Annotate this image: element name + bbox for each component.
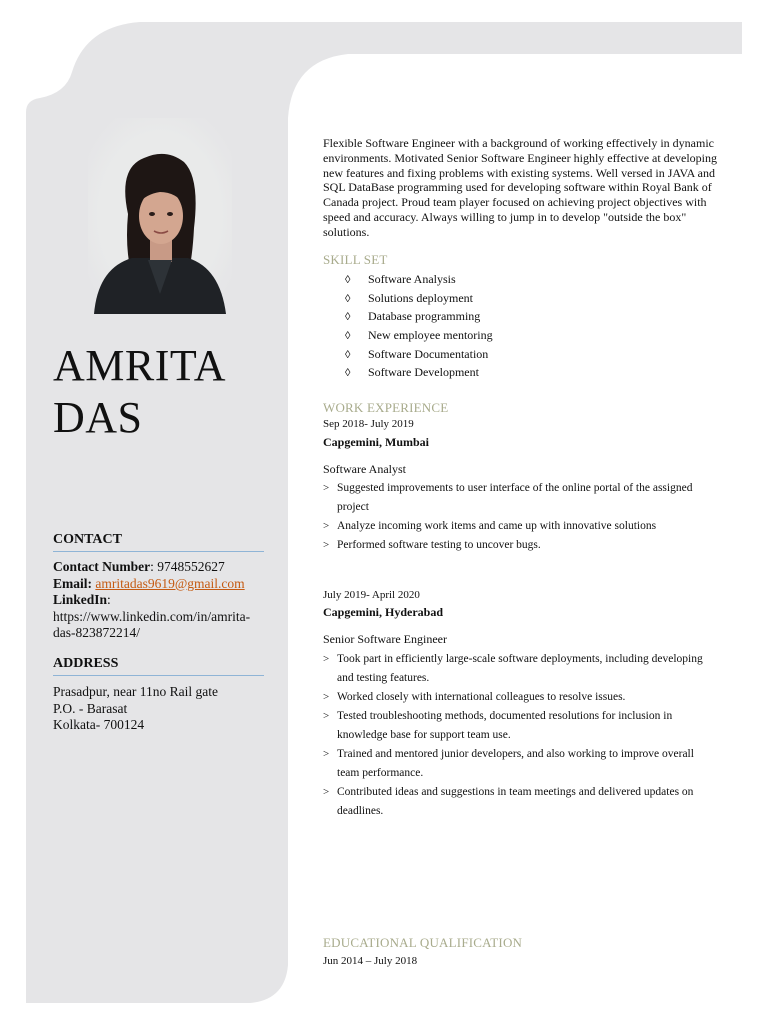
email-line [53,576,268,593]
education-heading: EDUCATIONAL QUALIFICATION [323,935,523,950]
job-2-company: Capgemini, Hyderabad [323,605,444,619]
contact-number-value: : 9748552627 [150,559,225,574]
professional-summary: Flexible Software Engineer with a background of working effectively in dynamic environments. Motivated Senior Software Engineer highly effective at developing new features and fixing problems with existing systems. Well versed in JAVA and SQL DataBase programming used for developing software within Royal Bank of Canada project. Proud team player focused on achieving project objectives with speed and accuracy. Always willing to jump in to develop "outside the box" solutions. [323,136,718,239]
linkedin-url-line-1[interactable]: https://www.linkedin.com/in/amrita- [53,608,251,624]
linkedin-line [53,592,268,609]
skill-label: Solutions deployment [368,290,473,305]
linkedin-colon: : [107,592,111,607]
address-details [53,684,268,734]
chevron-right-icon: > [323,786,330,798]
education-dates: Jun 2014 – July 2018 [323,955,418,967]
job-bullet-item [323,745,718,783]
job-bullet-item [323,707,718,745]
contact-details [53,559,268,642]
job-1-bullets [323,479,718,555]
skill-label: Software Documentation [368,346,489,361]
diamond-bullet-icon: ◊ [345,274,351,286]
job-1-title: Software Analyst [323,462,406,476]
job-bullet-text: Trained and mentored junior developers, and also working to improve overall team performance. [337,748,694,779]
job-bullet-item [323,688,718,707]
contact-heading: CONTACT [53,532,264,552]
skills-heading: SKILL SET [323,252,388,267]
diamond-bullet-icon: ◊ [345,330,351,343]
job-bullet-item [323,517,718,536]
job-bullet-text: Worked closely with international colleagues to resolve issues. [337,691,626,703]
work-experience-heading: WORK EXPERIENCE [323,400,449,415]
chevron-right-icon: > [323,520,330,532]
contact-number-line [53,559,268,576]
address-heading: ADDRESS [53,656,264,676]
address-line-2: P.O. - Barasat [53,700,128,716]
job-bullet-text: Suggested improvements to user interface of the online portal of the assigned project [337,482,693,513]
job-bullet-text: Tested troubleshooting methods, documented resolutions for inclusion in knowledge base for support team use. [337,710,673,741]
diamond-bullet-icon: ◊ [345,367,351,380]
skill-label: New employee mentoring [368,328,493,343]
chevron-right-icon: > [323,653,330,665]
job-2-bullets [323,650,718,821]
diamond-bullet-icon: ◊ [345,348,351,361]
last-name: DAS [53,393,143,442]
skill-label: Software Development [368,365,479,380]
skill-label: Software Analysis [368,272,456,286]
job-bullet-text: Performed software testing to uncover bugs. [337,539,541,551]
job-bullet-item [323,479,718,517]
diamond-bullet-icon: ◊ [345,292,351,305]
skill-item [345,363,493,382]
chevron-right-icon: > [323,482,330,494]
skill-item [345,307,493,326]
job-1-dates: Sep 2018- July 2019 [323,418,414,430]
skill-item [345,326,493,345]
contact-number-label: Contact Number [53,559,151,574]
email-link[interactable]: amritadas9619@gmail.com [95,575,245,591]
skill-item [345,270,493,289]
email-label: Email: [53,575,92,591]
job-bullet-text: Contributed ideas and suggestions in team meetings and delivered updates on deadlines. [337,786,694,817]
skill-item [345,289,493,308]
linkedin-url-line-2[interactable]: das-823872214/ [53,625,140,640]
skills-list [345,270,493,382]
job-2-title: Senior Software Engineer [323,632,447,646]
candidate-name [53,340,273,444]
job-bullet-text: Took part in efficiently large-scale software deployments, including developing and testing features. [337,653,703,684]
job-bullet-text: Analyze incoming work items and came up with innovative solutions [337,520,657,532]
chevron-right-icon: > [323,748,330,760]
job-bullet-item [323,536,718,555]
diamond-bullet-icon: ◊ [345,311,351,324]
job-bullet-item [323,783,718,821]
linkedin-label: LinkedIn [53,592,108,607]
profile-photo [88,118,232,314]
address-line-1: Prasadpur, near 11no Rail gate [53,684,219,699]
job-1-company: Capgemini, Mumbai [323,435,430,449]
chevron-right-icon: > [323,691,330,703]
chevron-right-icon: > [323,539,330,551]
job-2-dates: July 2019- April 2020 [323,589,420,601]
first-name: AMRITA [53,341,227,390]
chevron-right-icon: > [323,710,330,722]
skill-label: Database programming [368,309,481,324]
address-line-3: Kolkata- 700124 [53,717,145,732]
job-bullet-item [323,650,718,688]
skill-item [345,345,493,364]
